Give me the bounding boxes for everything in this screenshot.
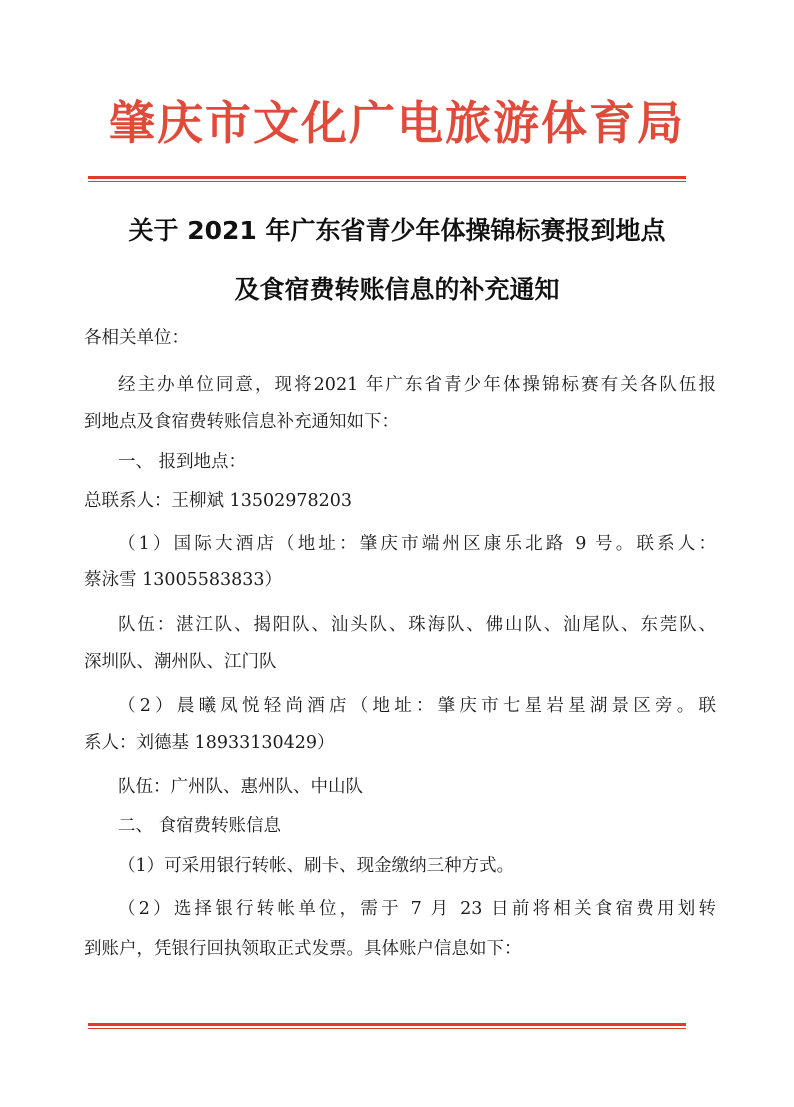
teams-2: 队伍：广州队、惠州队、中山队 xyxy=(118,777,363,797)
header-rule-thin xyxy=(88,181,686,182)
section-1-heading: 一、 报到地点： xyxy=(118,452,247,472)
teams-1-line-2: 深圳队、潮州队、江门队 xyxy=(84,652,277,672)
footer-rule-thin xyxy=(88,1028,686,1029)
document-title-line-1: 关于 2021 年广东省青少年体操锦标赛报到地点 xyxy=(128,216,666,245)
intro-line-1: 经主办单位同意，现将2021 年广东省青少年体操锦标赛有关各队伍报 xyxy=(118,375,716,395)
salutation: 各相关单位： xyxy=(84,328,189,348)
hotel-1-line-2: 蔡泳雪 13005583833） xyxy=(84,570,283,590)
payment-method-2-line-1: （2）选择银行转帐单位，需于 7 月 23 日前将相关食宿费用划转 xyxy=(118,899,716,919)
section-2-heading: 二、 食宿费转账信息 xyxy=(118,816,282,836)
payment-method-1: （1）可采用银行转帐、刷卡、现金缴纳三种方式。 xyxy=(118,856,515,876)
intro-line-2: 到地点及食宿费转账信息补充通知如下： xyxy=(84,412,399,432)
footer-rule-thick xyxy=(88,1023,686,1026)
hotel-1-line-1: （1）国际大酒店（地址：肇庆市端州区康乐北路 9 号。联系人： xyxy=(118,534,716,554)
general-contact: 总联系人：王柳斌 13502978203 xyxy=(84,491,353,511)
document-title-line-2: 及食宿费转账信息的补充通知 xyxy=(234,275,560,304)
teams-1-line-1: 队伍：湛江队、揭阳队、汕头队、珠海队、佛山队、汕尾队、东莞队、 xyxy=(118,615,716,635)
organization-header: 肇庆市文化广电旅游体育局 xyxy=(109,96,685,150)
header-rule-thick xyxy=(88,176,686,179)
hotel-2-line-1: （2）晨曦凤悦轻尚酒店（地址：肇庆市七星岩星湖景区旁。联 xyxy=(118,696,716,716)
payment-method-2-line-2: 到账户，凭银行回执领取正式发票。具体账户信息如下： xyxy=(84,939,522,959)
hotel-2-line-2: 系人：刘德基 18933130429） xyxy=(84,733,335,753)
